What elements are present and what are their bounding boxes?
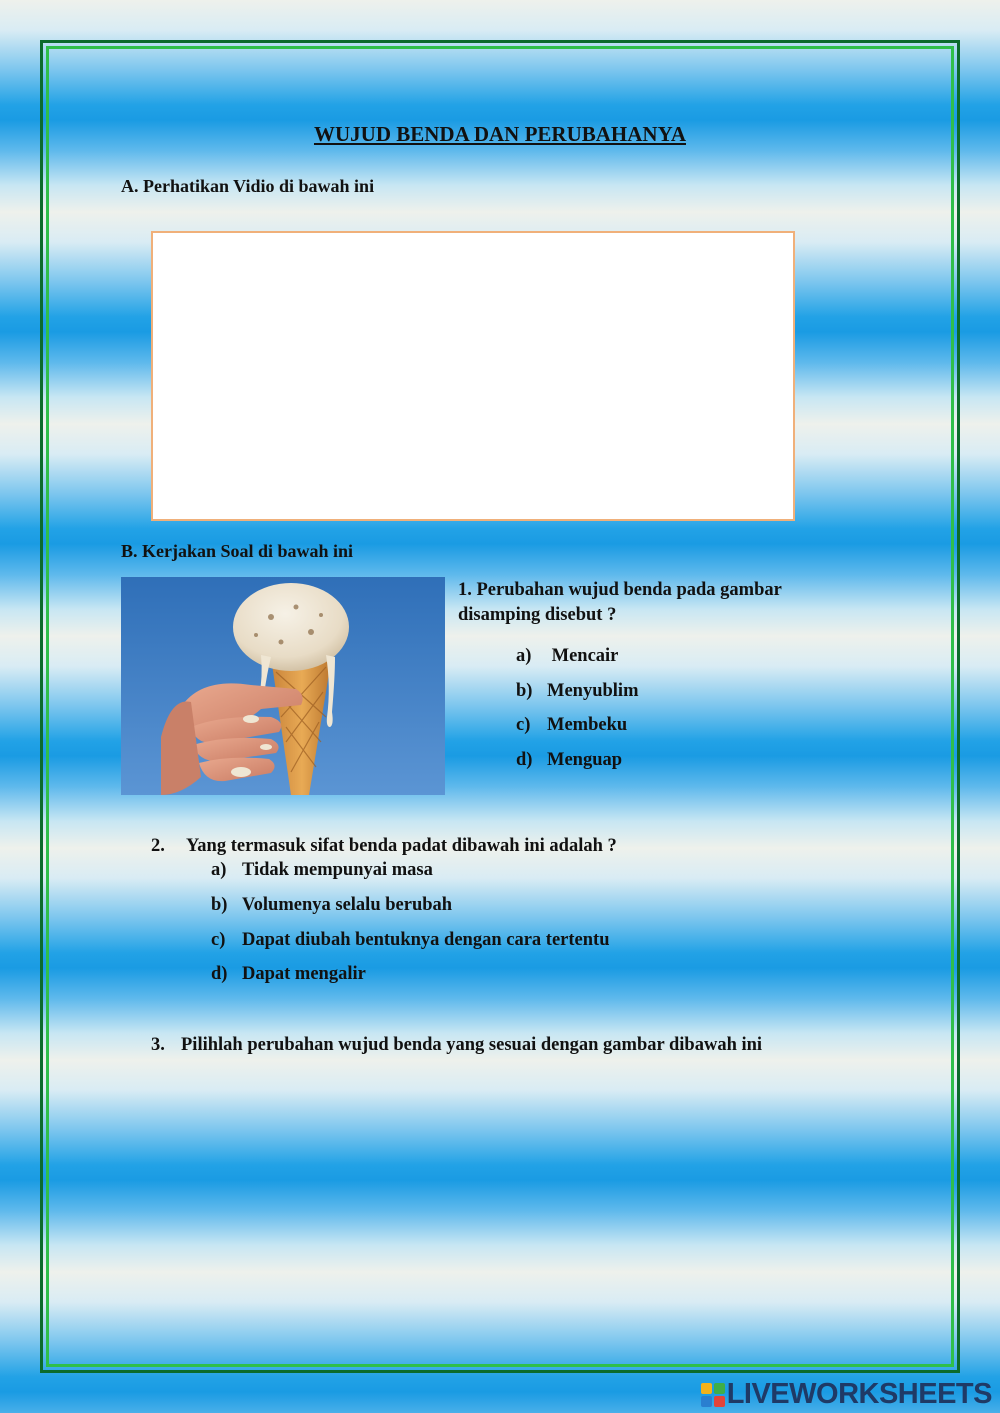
question-1-text: 1. Perubahan wujud benda pada gambar disamping disebut ? — [458, 580, 782, 625]
question-2-option-b[interactable]: b) Volumenya selalu berubah — [211, 895, 453, 915]
question-2-option-c[interactable]: c) Dapat diubah bentuknya dengan cara tertentu — [211, 930, 610, 950]
question-1-option-d[interactable]: d) Menguap — [516, 750, 623, 770]
question-1-option-a[interactable]: a) Mencair — [516, 646, 619, 666]
liveworksheets-brand-text: LIVEWORKSHEETS — [726, 1378, 992, 1410]
section-b-heading: B. Kerjakan Soal di bawah ini — [121, 541, 354, 561]
question-3-text: 3. Pilihlah perubahan wujud benda yang sesuai dengan gambar dibawah ini — [151, 1035, 763, 1055]
question-2-option-a[interactable]: a) Tidak mempunyai masa — [211, 860, 433, 880]
question-2-text: 2. Yang termasuk sifat benda padat dibawah ini adalah ? — [151, 836, 617, 856]
section-a-heading: A. Perhatikan Vidio di bawah ini — [121, 176, 375, 196]
video-placeholder[interactable] — [151, 231, 795, 521]
liveworksheets-logo[interactable] — [701, 1378, 992, 1411]
liveworksheets-logo-icon — [701, 1383, 725, 1407]
melting-ice-cream-image — [121, 577, 445, 795]
page-title: WUJUD BENDA DAN PERUBAHANYA — [313, 122, 686, 146]
question-1-option-b[interactable]: b) Menyublim — [516, 681, 639, 701]
question-1-option-c[interactable]: c) Membeku — [516, 715, 628, 735]
question-2-option-d[interactable]: d) Dapat mengalir — [211, 964, 366, 984]
